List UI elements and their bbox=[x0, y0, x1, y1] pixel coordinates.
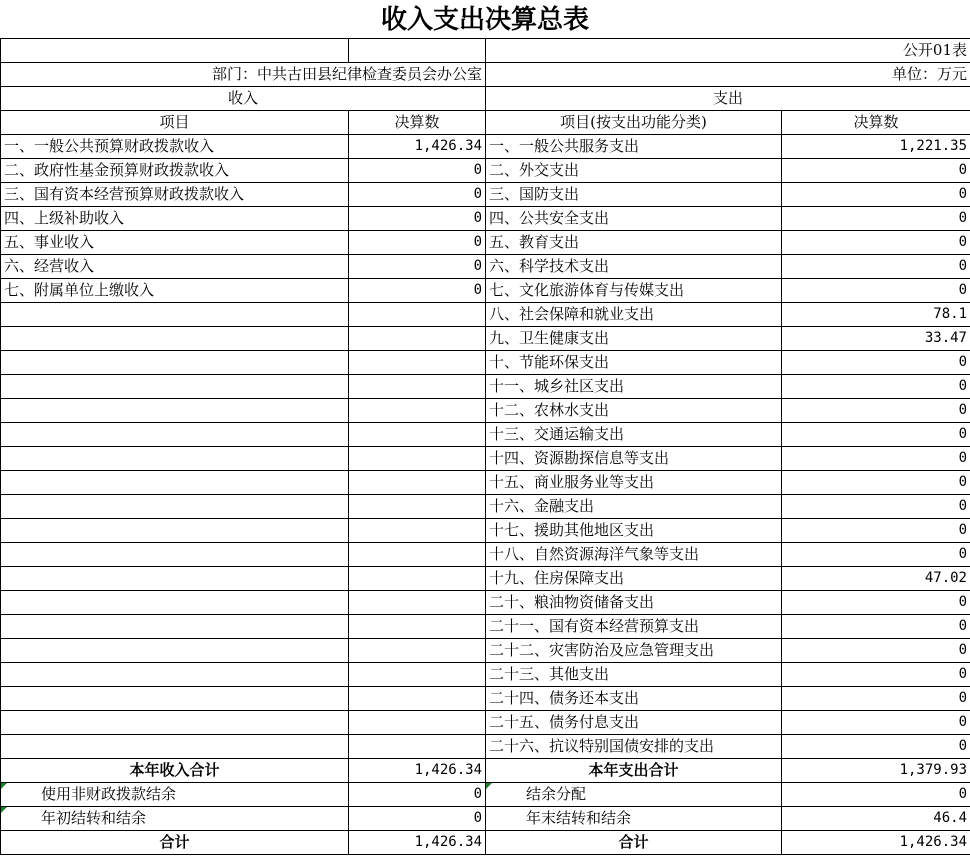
surplus-distribution-label[interactable]: 结余分配 bbox=[486, 783, 782, 807]
expense-amount[interactable]: 0 bbox=[782, 495, 970, 519]
empty-cell[interactable] bbox=[1, 687, 349, 711]
empty-cell[interactable] bbox=[349, 495, 486, 519]
empty-cell[interactable] bbox=[349, 447, 486, 471]
expense-item[interactable]: 九、卫生健康支出 bbox=[486, 327, 782, 351]
table-row bbox=[1, 615, 970, 639]
empty-cell[interactable] bbox=[349, 567, 486, 591]
empty-cell[interactable] bbox=[1, 375, 349, 399]
beginning-balance-value[interactable]: 0 bbox=[349, 807, 486, 831]
empty-cell[interactable] bbox=[349, 519, 486, 543]
expense-item[interactable]: 二十、粮油物资储备支出 bbox=[486, 591, 782, 615]
table-row bbox=[1, 543, 970, 567]
expense-item[interactable]: 八、社会保障和就业支出 bbox=[486, 303, 782, 327]
empty-cell[interactable] bbox=[1, 327, 349, 351]
expense-amount[interactable]: 0 bbox=[782, 183, 970, 207]
table-row bbox=[1, 183, 970, 207]
totals-row bbox=[1, 831, 970, 855]
empty-cell[interactable] bbox=[1, 639, 349, 663]
expense-amount[interactable]: 0 bbox=[782, 423, 970, 447]
empty-cell[interactable] bbox=[349, 663, 486, 687]
income-item[interactable]: 五、事业收入 bbox=[1, 231, 349, 255]
expense-amount[interactable]: 0 bbox=[782, 255, 970, 279]
budget-table bbox=[0, 38, 970, 855]
form-number[interactable]: 公开01表 bbox=[486, 39, 970, 63]
expense-amount[interactable]: 0 bbox=[782, 447, 970, 471]
empty-cell[interactable] bbox=[1, 399, 349, 423]
page-title: 收入支出决算总表 bbox=[380, 5, 589, 35]
expense-amount[interactable]: 0 bbox=[782, 519, 970, 543]
empty-cell[interactable] bbox=[1, 735, 349, 759]
empty-cell[interactable] bbox=[1, 567, 349, 591]
expense-item[interactable]: 十五、商业服务业等支出 bbox=[486, 471, 782, 495]
income-header[interactable]: 收入 bbox=[1, 87, 486, 111]
income-amount[interactable]: 1,426.34 bbox=[349, 135, 486, 159]
grand-total-expense-value[interactable]: 1,426.34 bbox=[782, 831, 970, 855]
table-row bbox=[1, 687, 970, 711]
empty-cell[interactable] bbox=[349, 39, 486, 63]
expense-item[interactable]: 七、文化旅游体育与传媒支出 bbox=[486, 279, 782, 303]
empty-cell[interactable] bbox=[349, 303, 486, 327]
department[interactable]: 部门：中共古田县纪律检查委员会办公室 bbox=[1, 63, 486, 87]
expense-item[interactable]: 二十一、国有资本经营预算支出 bbox=[486, 615, 782, 639]
expense-amount[interactable]: 0 bbox=[782, 591, 970, 615]
expense-amount[interactable]: 0 bbox=[782, 279, 970, 303]
empty-cell[interactable] bbox=[349, 639, 486, 663]
income-amount[interactable]: 0 bbox=[349, 231, 486, 255]
expense-item[interactable]: 五、教育支出 bbox=[486, 231, 782, 255]
empty-cell[interactable] bbox=[349, 471, 486, 495]
income-amount[interactable]: 0 bbox=[349, 279, 486, 303]
table-row bbox=[1, 327, 970, 351]
ending-balance-value[interactable]: 46.4 bbox=[782, 807, 970, 831]
income-item[interactable]: 三、国有资本经营预算财政拨款收入 bbox=[1, 183, 349, 207]
expense-total-label[interactable]: 本年支出合计 bbox=[486, 759, 782, 783]
empty-cell[interactable] bbox=[349, 351, 486, 375]
empty-cell[interactable] bbox=[1, 423, 349, 447]
empty-cell[interactable] bbox=[1, 495, 349, 519]
expense-amount[interactable]: 0 bbox=[782, 207, 970, 231]
expense-amount[interactable]: 0 bbox=[782, 687, 970, 711]
table-row bbox=[1, 231, 970, 255]
section-header-row bbox=[1, 87, 970, 111]
empty-cell[interactable] bbox=[1, 591, 349, 615]
empty-cell[interactable] bbox=[1, 663, 349, 687]
empty-cell[interactable] bbox=[1, 615, 349, 639]
income-amount[interactable]: 0 bbox=[349, 183, 486, 207]
empty-cell[interactable] bbox=[349, 687, 486, 711]
income-total-value[interactable]: 1,426.34 bbox=[349, 759, 486, 783]
expense-amount[interactable]: 0 bbox=[782, 543, 970, 567]
table-row bbox=[1, 159, 970, 183]
expense-amount[interactable]: 0 bbox=[782, 735, 970, 759]
table-row bbox=[1, 591, 970, 615]
col-item-func-header[interactable]: 项目(按支出功能分类) bbox=[486, 111, 782, 135]
table-row bbox=[1, 399, 970, 423]
expense-amount[interactable]: 0 bbox=[782, 663, 970, 687]
table-row bbox=[1, 471, 970, 495]
expense-total-value[interactable]: 1,379.93 bbox=[782, 759, 970, 783]
expense-item[interactable]: 三、国防支出 bbox=[486, 183, 782, 207]
expense-item[interactable]: 十八、自然资源海洋气象等支出 bbox=[486, 543, 782, 567]
expense-amount[interactable]: 0 bbox=[782, 471, 970, 495]
empty-cell[interactable] bbox=[1, 39, 349, 63]
col-amount-header[interactable]: 决算数 bbox=[782, 111, 970, 135]
column-header-row bbox=[1, 111, 970, 135]
income-total-label[interactable]: 本年收入合计 bbox=[1, 759, 349, 783]
income-amount[interactable]: 0 bbox=[349, 255, 486, 279]
grand-total-expense-label[interactable]: 合计 bbox=[486, 831, 782, 855]
expense-item[interactable]: 十九、住房保障支出 bbox=[486, 567, 782, 591]
expense-item[interactable]: 二十六、抗议特别国债安排的支出 bbox=[486, 735, 782, 759]
beginning-balance-label[interactable]: 年初结转和结余 bbox=[1, 807, 349, 831]
empty-cell[interactable] bbox=[349, 423, 486, 447]
expense-amount[interactable]: 0 bbox=[782, 351, 970, 375]
empty-cell[interactable] bbox=[1, 711, 349, 735]
expense-amount[interactable]: 0 bbox=[782, 639, 970, 663]
income-item[interactable]: 一、一般公共预算财政拨款收入 bbox=[1, 135, 349, 159]
table-row bbox=[1, 135, 970, 159]
income-item[interactable]: 二、政府性基金预算财政拨款收入 bbox=[1, 159, 349, 183]
empty-cell[interactable] bbox=[349, 591, 486, 615]
income-item[interactable]: 六、经营收入 bbox=[1, 255, 349, 279]
table-row bbox=[1, 735, 970, 759]
col-item-header[interactable]: 项目 bbox=[1, 111, 349, 135]
income-item[interactable]: 四、上级补助收入 bbox=[1, 207, 349, 231]
table-row bbox=[1, 711, 970, 735]
empty-cell[interactable] bbox=[1, 351, 349, 375]
table-row bbox=[1, 567, 970, 591]
table-row bbox=[1, 423, 970, 447]
expense-item[interactable]: 十六、金融支出 bbox=[486, 495, 782, 519]
expense-item[interactable]: 二十五、债务付息支出 bbox=[486, 711, 782, 735]
expense-amount[interactable]: 47.02 bbox=[782, 567, 970, 591]
income-item[interactable]: 七、附属单位上缴收入 bbox=[1, 279, 349, 303]
empty-cell[interactable] bbox=[1, 543, 349, 567]
table-row bbox=[1, 639, 970, 663]
form-number-row bbox=[1, 39, 970, 63]
empty-cell[interactable] bbox=[349, 327, 486, 351]
empty-cell[interactable] bbox=[349, 375, 486, 399]
expense-item[interactable]: 十一、城乡社区支出 bbox=[486, 375, 782, 399]
expense-amount[interactable]: 0 bbox=[782, 375, 970, 399]
income-amount[interactable]: 0 bbox=[349, 159, 486, 183]
expense-item[interactable]: 十七、援助其他地区支出 bbox=[486, 519, 782, 543]
empty-cell[interactable] bbox=[349, 735, 486, 759]
expense-amount[interactable]: 1,221.35 bbox=[782, 135, 970, 159]
totals-row bbox=[1, 807, 970, 831]
empty-cell[interactable] bbox=[1, 471, 349, 495]
empty-cell[interactable] bbox=[1, 447, 349, 471]
expense-amount[interactable]: 0 bbox=[782, 231, 970, 255]
empty-cell[interactable] bbox=[1, 303, 349, 327]
expense-item[interactable]: 六、科学技术支出 bbox=[486, 255, 782, 279]
expense-item[interactable]: 十二、农林水支出 bbox=[486, 399, 782, 423]
table-row bbox=[1, 447, 970, 471]
expense-header[interactable]: 支出 bbox=[486, 87, 970, 111]
ending-balance-label[interactable]: 年末结转和结余 bbox=[486, 807, 782, 831]
empty-cell[interactable] bbox=[1, 519, 349, 543]
table-row bbox=[1, 207, 970, 231]
empty-cell[interactable] bbox=[349, 543, 486, 567]
totals-row bbox=[1, 783, 970, 807]
table-row bbox=[1, 495, 970, 519]
nonfiscal-balance-label[interactable]: 使用非财政拨款结余 bbox=[1, 783, 349, 807]
expense-item[interactable]: 十四、资源勘探信息等支出 bbox=[486, 447, 782, 471]
department-row bbox=[1, 63, 970, 87]
nonfiscal-balance-value[interactable]: 0 bbox=[349, 783, 486, 807]
expense-item[interactable]: 四、公共安全支出 bbox=[486, 207, 782, 231]
table-row bbox=[1, 255, 970, 279]
table-row bbox=[1, 375, 970, 399]
surplus-distribution-value[interactable]: 0 bbox=[782, 783, 970, 807]
expense-item[interactable]: 一、一般公共服务支出 bbox=[486, 135, 782, 159]
expense-item[interactable]: 十三、交通运输支出 bbox=[486, 423, 782, 447]
grand-total-income-label[interactable]: 合计 bbox=[1, 831, 349, 855]
expense-amount[interactable]: 78.1 bbox=[782, 303, 970, 327]
unit[interactable]: 单位：万元 bbox=[486, 63, 970, 87]
table-row bbox=[1, 279, 970, 303]
totals-row bbox=[1, 759, 970, 783]
expense-amount[interactable]: 0 bbox=[782, 399, 970, 423]
expense-amount[interactable]: 33.47 bbox=[782, 327, 970, 351]
empty-cell[interactable] bbox=[349, 711, 486, 735]
empty-cell[interactable] bbox=[349, 399, 486, 423]
income-amount[interactable]: 0 bbox=[349, 207, 486, 231]
table-row bbox=[1, 303, 970, 327]
expense-item[interactable]: 二十三、其他支出 bbox=[486, 663, 782, 687]
expense-item[interactable]: 二十四、债务还本支出 bbox=[486, 687, 782, 711]
expense-amount[interactable]: 0 bbox=[782, 615, 970, 639]
expense-amount[interactable]: 0 bbox=[782, 159, 970, 183]
table-row bbox=[1, 519, 970, 543]
grand-total-income-value[interactable]: 1,426.34 bbox=[349, 831, 486, 855]
col-amount-header[interactable]: 决算数 bbox=[349, 111, 486, 135]
table-row bbox=[1, 663, 970, 687]
expense-item[interactable]: 二十二、灾害防治及应急管理支出 bbox=[486, 639, 782, 663]
table-row bbox=[1, 351, 970, 375]
empty-cell[interactable] bbox=[349, 615, 486, 639]
expense-item[interactable]: 十、节能环保支出 bbox=[486, 351, 782, 375]
expense-item[interactable]: 二、外交支出 bbox=[486, 159, 782, 183]
expense-amount[interactable]: 0 bbox=[782, 711, 970, 735]
